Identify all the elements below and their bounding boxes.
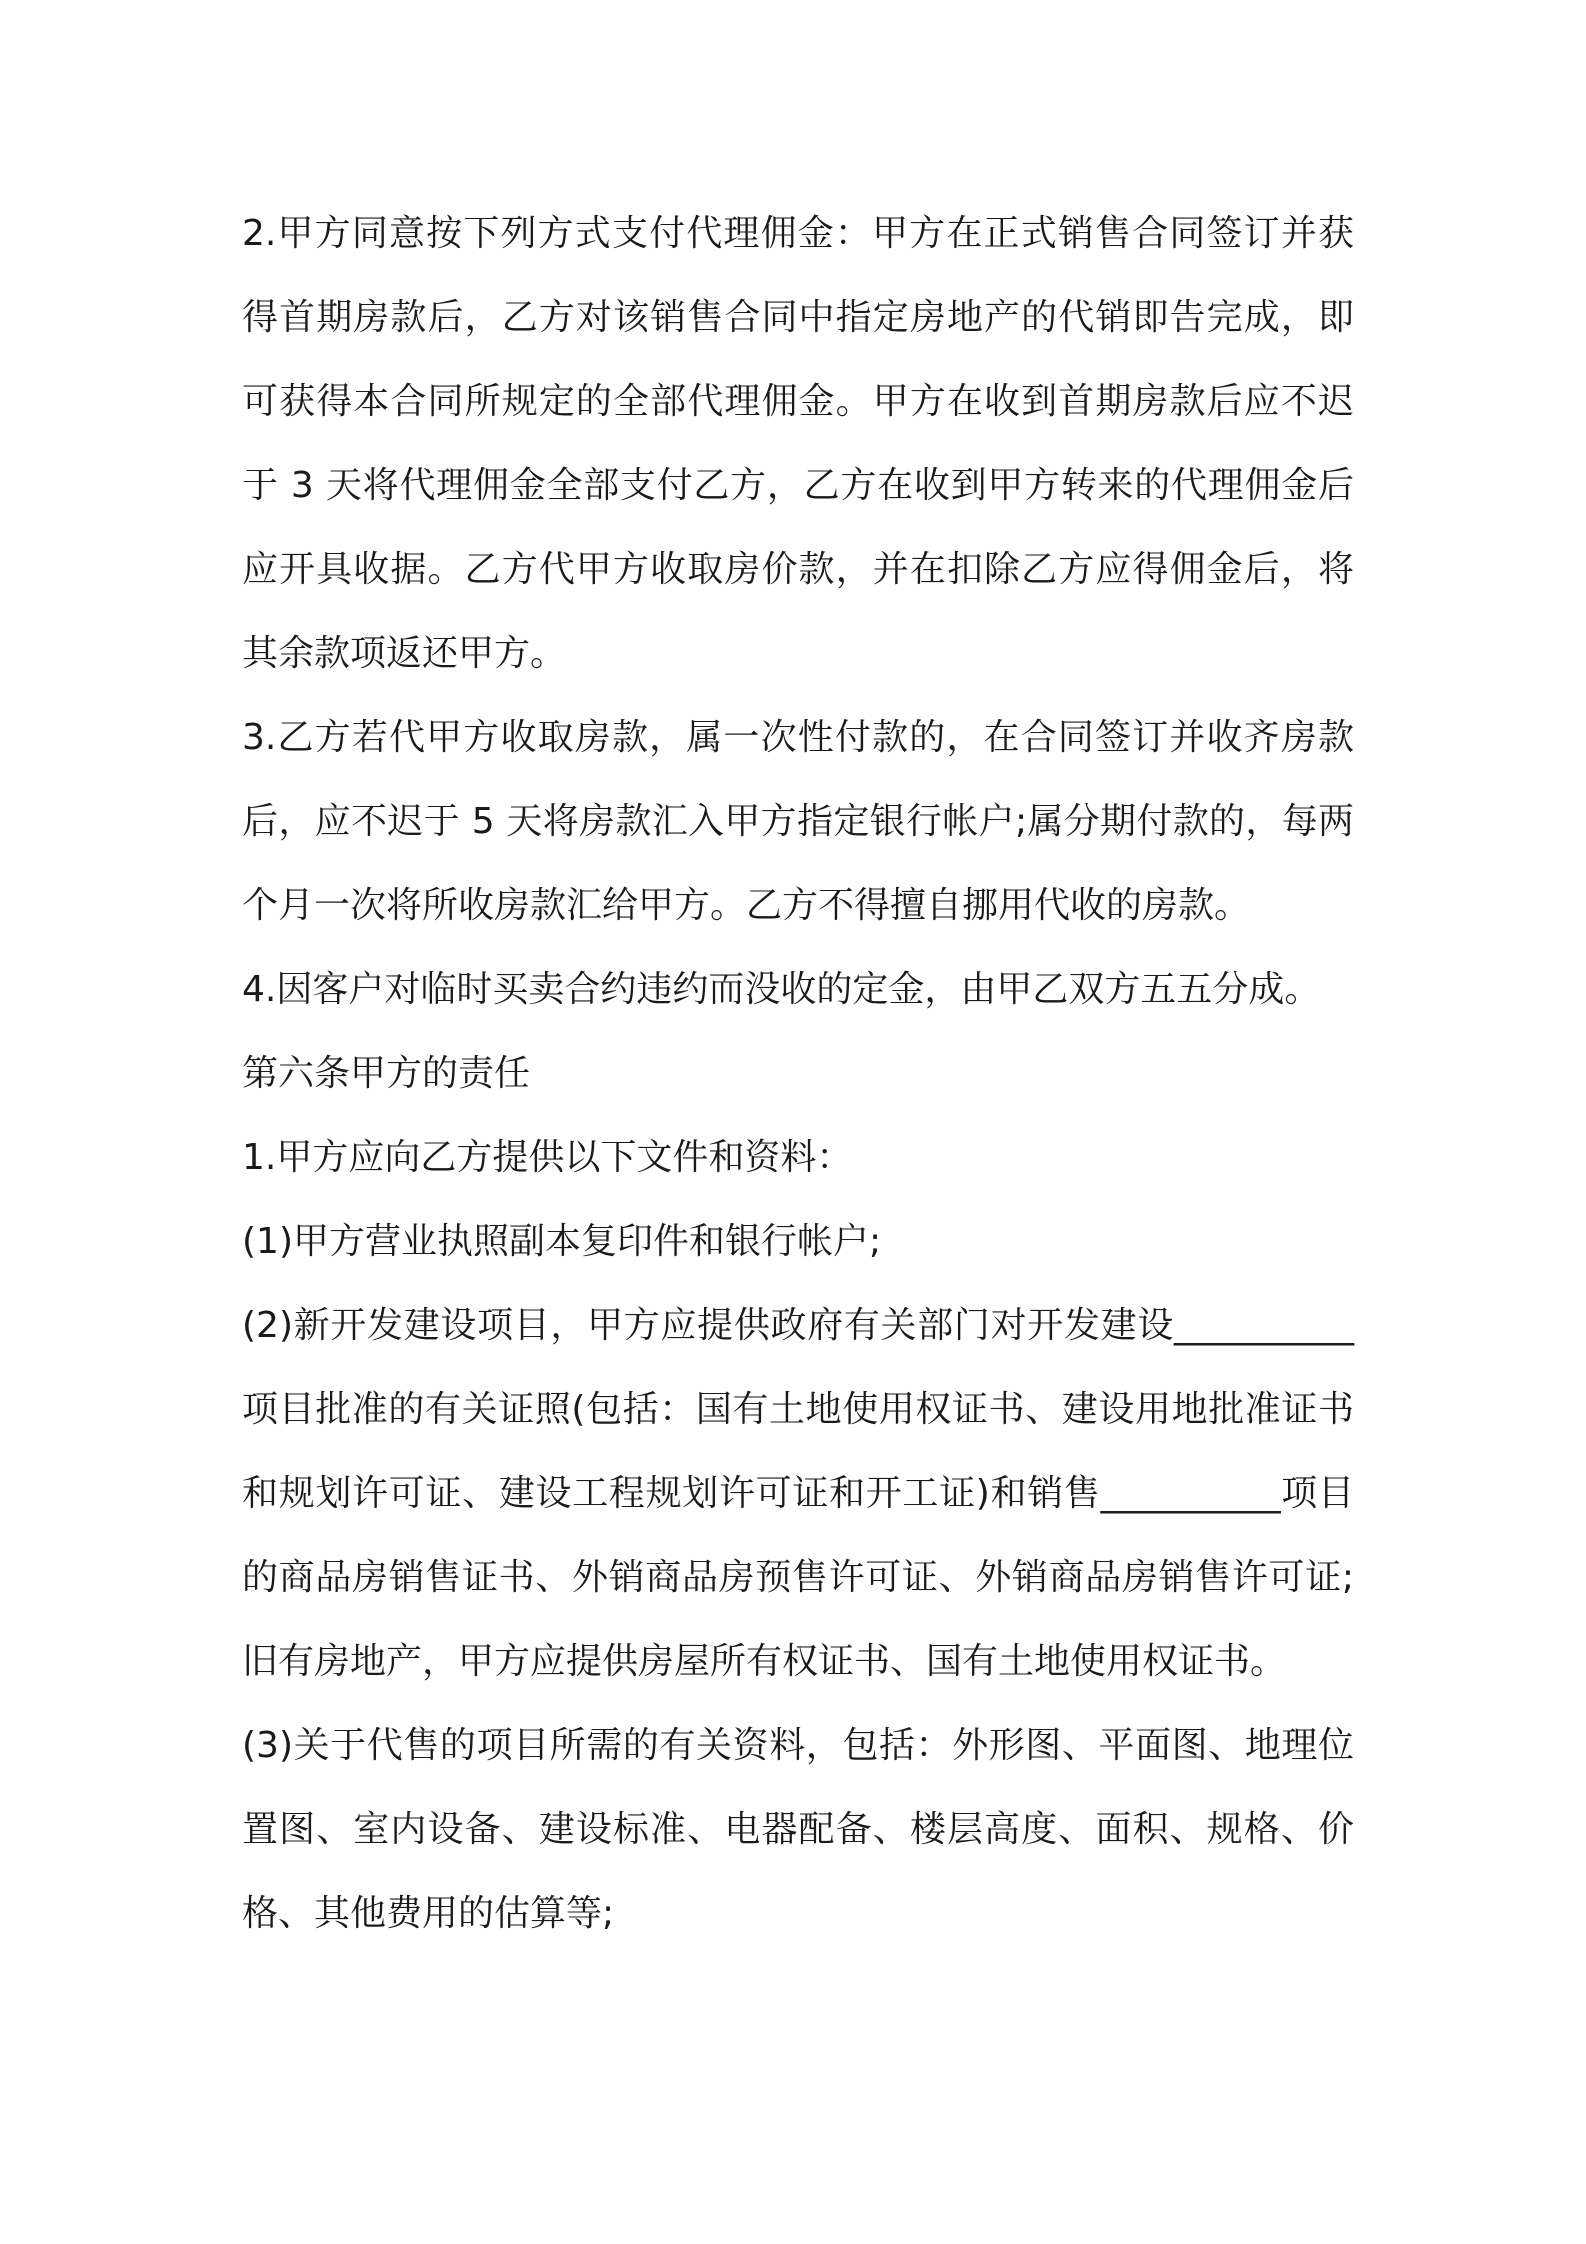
paragraph-deposit-split: 4.因客户对临时买卖合约违约而没收的定金，由甲乙双方五五分成。 [242, 969, 1321, 1010]
section-heading-article-six: 第六条甲方的责任 [242, 1053, 531, 1094]
paragraph-documents-intro: 1.甲方应向乙方提供以下文件和资料： [242, 1137, 853, 1178]
list-item-license: (1)甲方营业执照副本复印件和银行帐户; [242, 1221, 882, 1262]
paragraph-commission-payment: 2.甲方同意按下列方式支付代理佣金：甲方在正式销售合同签订并获得首期房款后，乙方对该销售合同中指定房地产的代销即告完成，即可获得本合同所规定的全部代理佣金。甲方在收到首期房款后应不迟于 3 天将代理佣金全部支付乙方，乙方在收到甲方转来的代理佣金后应开具收据。乙方代甲方收取房价款，并在扣除乙方应得佣金后，将其余款项返还甲方。 [242, 213, 1354, 674]
paragraph-payment-collection: 3.乙方若代甲方收取房款，属一次性付款的，在合同签订并收齐房款后，应不迟于 5 天将房款汇入甲方指定银行帐户;属分期付款的，每两个月一次将所收房款汇给甲方。乙方不得擅自挪用代收的房款。 [242, 717, 1354, 926]
list-item-project-materials: (3)关于代售的项目所需的有关资料，包括：外形图、平面图、地理位置图、室内设备、建设标准、电器配备、楼层高度、面积、规格、价格、其他费用的估算等; [242, 1725, 1354, 1934]
list-item-certificates: (2)新开发建设项目，甲方应提供政府有关部门对开发建设__________项目批准的有关证照(包括：国有土地使用权证书、建设用地批准证书和规划许可证、建设工程规划许可证和开工证)和销售__________项目的商品房销售证书、外销商品房预售许可证、外销商品房销售许可证;旧有房地产，甲方应提供房屋所有权证书、国有土地使用权证书。 [242, 1305, 1354, 1682]
document-body [242, 192, 1354, 1956]
